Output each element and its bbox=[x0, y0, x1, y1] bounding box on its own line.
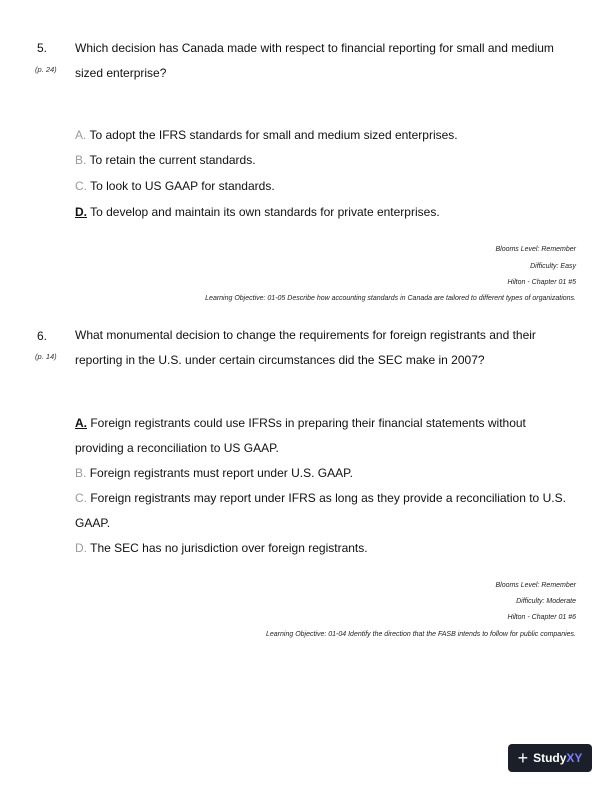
option-a-correct bbox=[75, 411, 575, 461]
option-b bbox=[75, 148, 575, 173]
difficulty: Difficulty: Easy bbox=[530, 263, 576, 270]
option-a bbox=[75, 123, 575, 148]
option-letter: C. bbox=[75, 491, 87, 505]
option-c bbox=[75, 174, 575, 199]
studyxy-badge[interactable] bbox=[508, 744, 592, 772]
option-d-correct bbox=[75, 200, 575, 225]
option-text: To look to US GAAP for standards. bbox=[90, 179, 275, 193]
option-letter: A. bbox=[75, 128, 87, 142]
option-letter: D. bbox=[75, 541, 87, 555]
learning-objective: Learning Objective: 01-04 Identify the direction that the FASB intends to follow for public companies. bbox=[266, 631, 576, 638]
option-text: Foreign registrants could use IFRSs in preparing their financial statements without providing a reconciliation to US GAAP. bbox=[75, 416, 526, 455]
option-text: To adopt the IFRS standards for small and medium sized enterprises. bbox=[89, 128, 458, 142]
learning-objective: Learning Objective: 01-05 Describe how accounting standards in Canada are tailored to different types of organizations. bbox=[205, 295, 576, 302]
source-reference: Hilton - Chapter 01 #6 bbox=[507, 614, 576, 621]
option-b bbox=[75, 461, 575, 486]
option-text: To develop and maintain its own standards for private enterprises. bbox=[90, 205, 440, 219]
plus-icon: + bbox=[517, 748, 529, 768]
option-text: Foreign registrants may report under IFRS as long as they provide a reconciliation to U.S. GAAP. bbox=[75, 491, 566, 530]
difficulty: Difficulty: Moderate bbox=[516, 598, 576, 605]
option-d bbox=[75, 536, 575, 561]
blooms-level: Blooms Level: Remember bbox=[495, 582, 576, 589]
question-number: 5. bbox=[37, 41, 48, 55]
question-text: Which decision has Canada made with respect to financial reporting for small and medium sized enterprise? bbox=[75, 41, 554, 80]
question-number: 6. bbox=[37, 329, 48, 343]
question-text: What monumental decision to change the requirements for foreign registrants and their reporting in the U.S. under certain circumstances did the SEC make in 2007? bbox=[75, 328, 536, 367]
option-letter: B. bbox=[75, 466, 87, 480]
option-letter: A. bbox=[75, 416, 87, 430]
option-letter: D. bbox=[75, 205, 87, 219]
option-text: To retain the current standards. bbox=[89, 153, 256, 167]
option-letter: B. bbox=[75, 153, 87, 167]
blooms-level: Blooms Level: Remember bbox=[495, 246, 576, 253]
option-letter: C. bbox=[75, 179, 87, 193]
page-reference: (p. 14) bbox=[35, 352, 57, 361]
page-reference: (p. 24) bbox=[35, 65, 57, 74]
source-reference: Hilton - Chapter 01 #5 bbox=[507, 279, 576, 286]
option-text: The SEC has no jurisdiction over foreign registrants. bbox=[90, 541, 368, 555]
option-c bbox=[75, 486, 575, 536]
option-text: Foreign registrants must report under U.S. GAAP. bbox=[89, 466, 353, 480]
brand-name: StudyXY bbox=[533, 751, 583, 765]
